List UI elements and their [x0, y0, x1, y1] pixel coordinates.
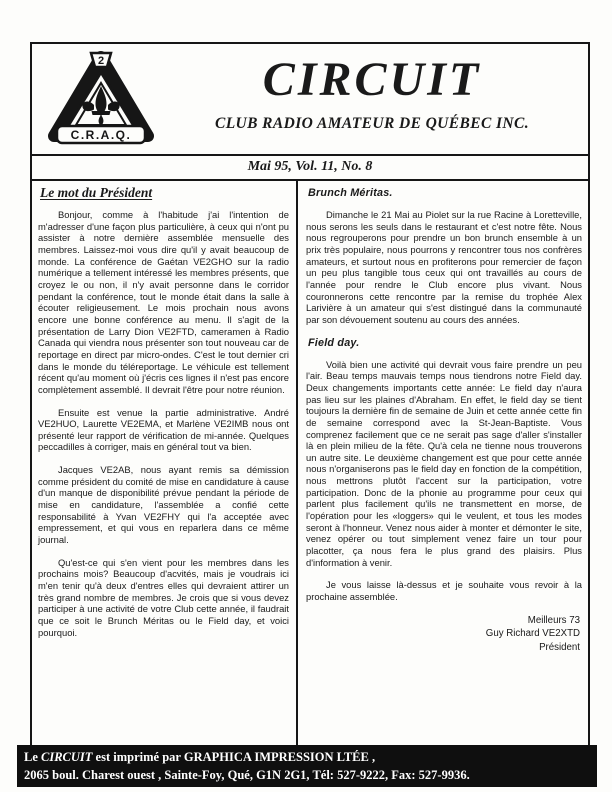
imprint-line2: 2065 boul. Charest ouest , Sainte-Foy, Qué, G1N 2G1, Tél: 527-9222, Fax: 527-9936. [24, 768, 470, 782]
signature-closing: Meilleurs 73 [527, 614, 580, 626]
column-left [32, 179, 298, 746]
imprint-footer [17, 745, 597, 787]
section-heading-fieldday: Field day. [308, 336, 360, 349]
issue-bar: Mai 95, Vol. 11, No. 8 [32, 154, 588, 181]
section-heading-brunch: Brunch Méritas. [308, 187, 393, 199]
signature-name: Guy Richard VE2XTD [485, 628, 580, 640]
column-right [298, 179, 588, 746]
title-block [160, 52, 584, 133]
imprint-line1: Le CIRCUIT est imprimé par GRAPHICA IMPRESSION LTÉE , [24, 750, 376, 764]
paragraph: Qu'est-ce qui s'en vient pour les membres dans les prochains mois? Beaucoup d'acvités, mais je voudrais ici m'en tenir qu'à deux d'entres elles qui devraient attirer un très grand nombre de membres. Je crois que si vous devez participer à une activité de votre Club cette année, il faudrait que ce soit le Brunch Méritas ou le Field day, et voici pourquoi. [38, 556, 289, 638]
craq-logo [44, 49, 158, 151]
club-name: CLUB RADIO AMATEUR DE QUÉBEC INC. [214, 115, 530, 132]
signature-title: Président [539, 641, 580, 653]
paragraph: Ensuite est venue la partie administrative. André VE2HUO, Laurette VE2EMA, et Marlène VE2IMB nous ont présenté leur rapport de vérification de mi-année. Quelques peccadilles à corriger, mais en général tout va bien. [38, 406, 289, 453]
logo-number: 2 [97, 55, 105, 67]
paragraph: Jacques VE2AB, nous ayant remis sa démission comme président du comité de mise en candidature à cause d'un manque de disponibilité prévue pendant la période de mise en candidature, l'assemblée a confié cette responsabilité à Yvan VE2FHY qui l'a acceptée avec empressement, et qui vous en reparlera dans ce même journal. [38, 464, 289, 546]
paragraph: Voilà bien une activité qui devrait vous faire prendre un peu l'air. Beau temps mauvais temps nous tiendrons notre Field day. Deux changements importants cette année: Le field day n'aura pas lieu sur les plaines d'Abraham. En effet, le field day se tient toujours la dernière fin de semaine de Juin et cette année cette fin de semaine correspond avec la St-Jean-Baptiste. Vous comprenez facilement que ce ne serait pas sage d'aller s'installer là en plein milieu de la fête. Qu'à cela ne tienne nous trouverons un autre site. Le deuxième changement est que pour cette année nous n'organiserons pas le field day en fonction de la compétition, nous mettrons plutôt l'accent sur la participation, votre participation. Donc de la phonie au programme pour ceux qui parlent plus facilement qu'ils ne transmettent en morse, de l'opération pour les «loggers» qui le veulent, et tous les modes seront à l'honneur. Venez nous aider à monter et démonter le site, venez opérer ou tout simplement venez faire un tour pour placotter, ça nous fera le plus grand des plaisirs. Plus d'information à venir. [306, 358, 582, 568]
article-heading-president: Le mot du Président [40, 185, 153, 200]
page-frame [30, 42, 590, 748]
paragraph: Dimanche le 21 Mai au Piolet sur la rue Racine à Loretteville, nous serons les seuls dans le restaurant et c'est notre fête. Nous nous regrouperons pour prendre un bon brunch ensemble à un prix très populaire, nous pourrons y rencontrer tous nos confrères amateurs, et surtout nous en profiterons pour remercier de façon un peu plus tangible tous ceux qui ont travaillés au cours de l'année pour rendre le Club encore plus vivant. Nous couronnerons cette rencontre par la remise du trophée Alex Larivière à un amateur qui s'est distingué dans la communauté par son dévouement soutenu au cours des années. [306, 209, 582, 325]
logo-acronym: C.R.A.Q. [70, 128, 132, 142]
imprint-title: CIRCUIT [41, 750, 93, 764]
newsletter-title: CIRCUIT [262, 53, 482, 106]
masthead [32, 44, 588, 154]
paragraph: Je vous laisse là-dessus et je souhaite vous revoir à la prochaine assemblée. [306, 579, 582, 603]
article-columns [32, 179, 588, 746]
paragraph: Bonjour, comme à l'habitude j'ai l'intention de m'adresser d'une façon plus particulière, à ceux qui n'ont pu assister à notre dernière assemblée mensuelle des membres. Laissez-moi vous dire qu'il y avait beaucoup de monde. La conférence de Gaétan VE2GHO sur la radio numérique a tellement intéressé les membres présents, que croyez le ou non, il n'y avait personne dans le corridor pendant la conférence, tout le monde était dans la salle à écouter religieusement. Le mois prochain nous avons encore une bonne conférence au menu. Il s'agit de la présentation de Larry Dion VE2FTD, cameramen à Radio Canada qui viendra nous présenter son tout nouveau car de reportage en direct par micro-ondes. C'est le tout dernier cri dans le monde du téléreportage. Le véhicule est tellement récent qu'au moment où j'écris ces lignes il n'est pas encore complètement assemblé. Il devrait l'être pour notre réunion. [38, 209, 289, 395]
signature-block [306, 614, 582, 655]
